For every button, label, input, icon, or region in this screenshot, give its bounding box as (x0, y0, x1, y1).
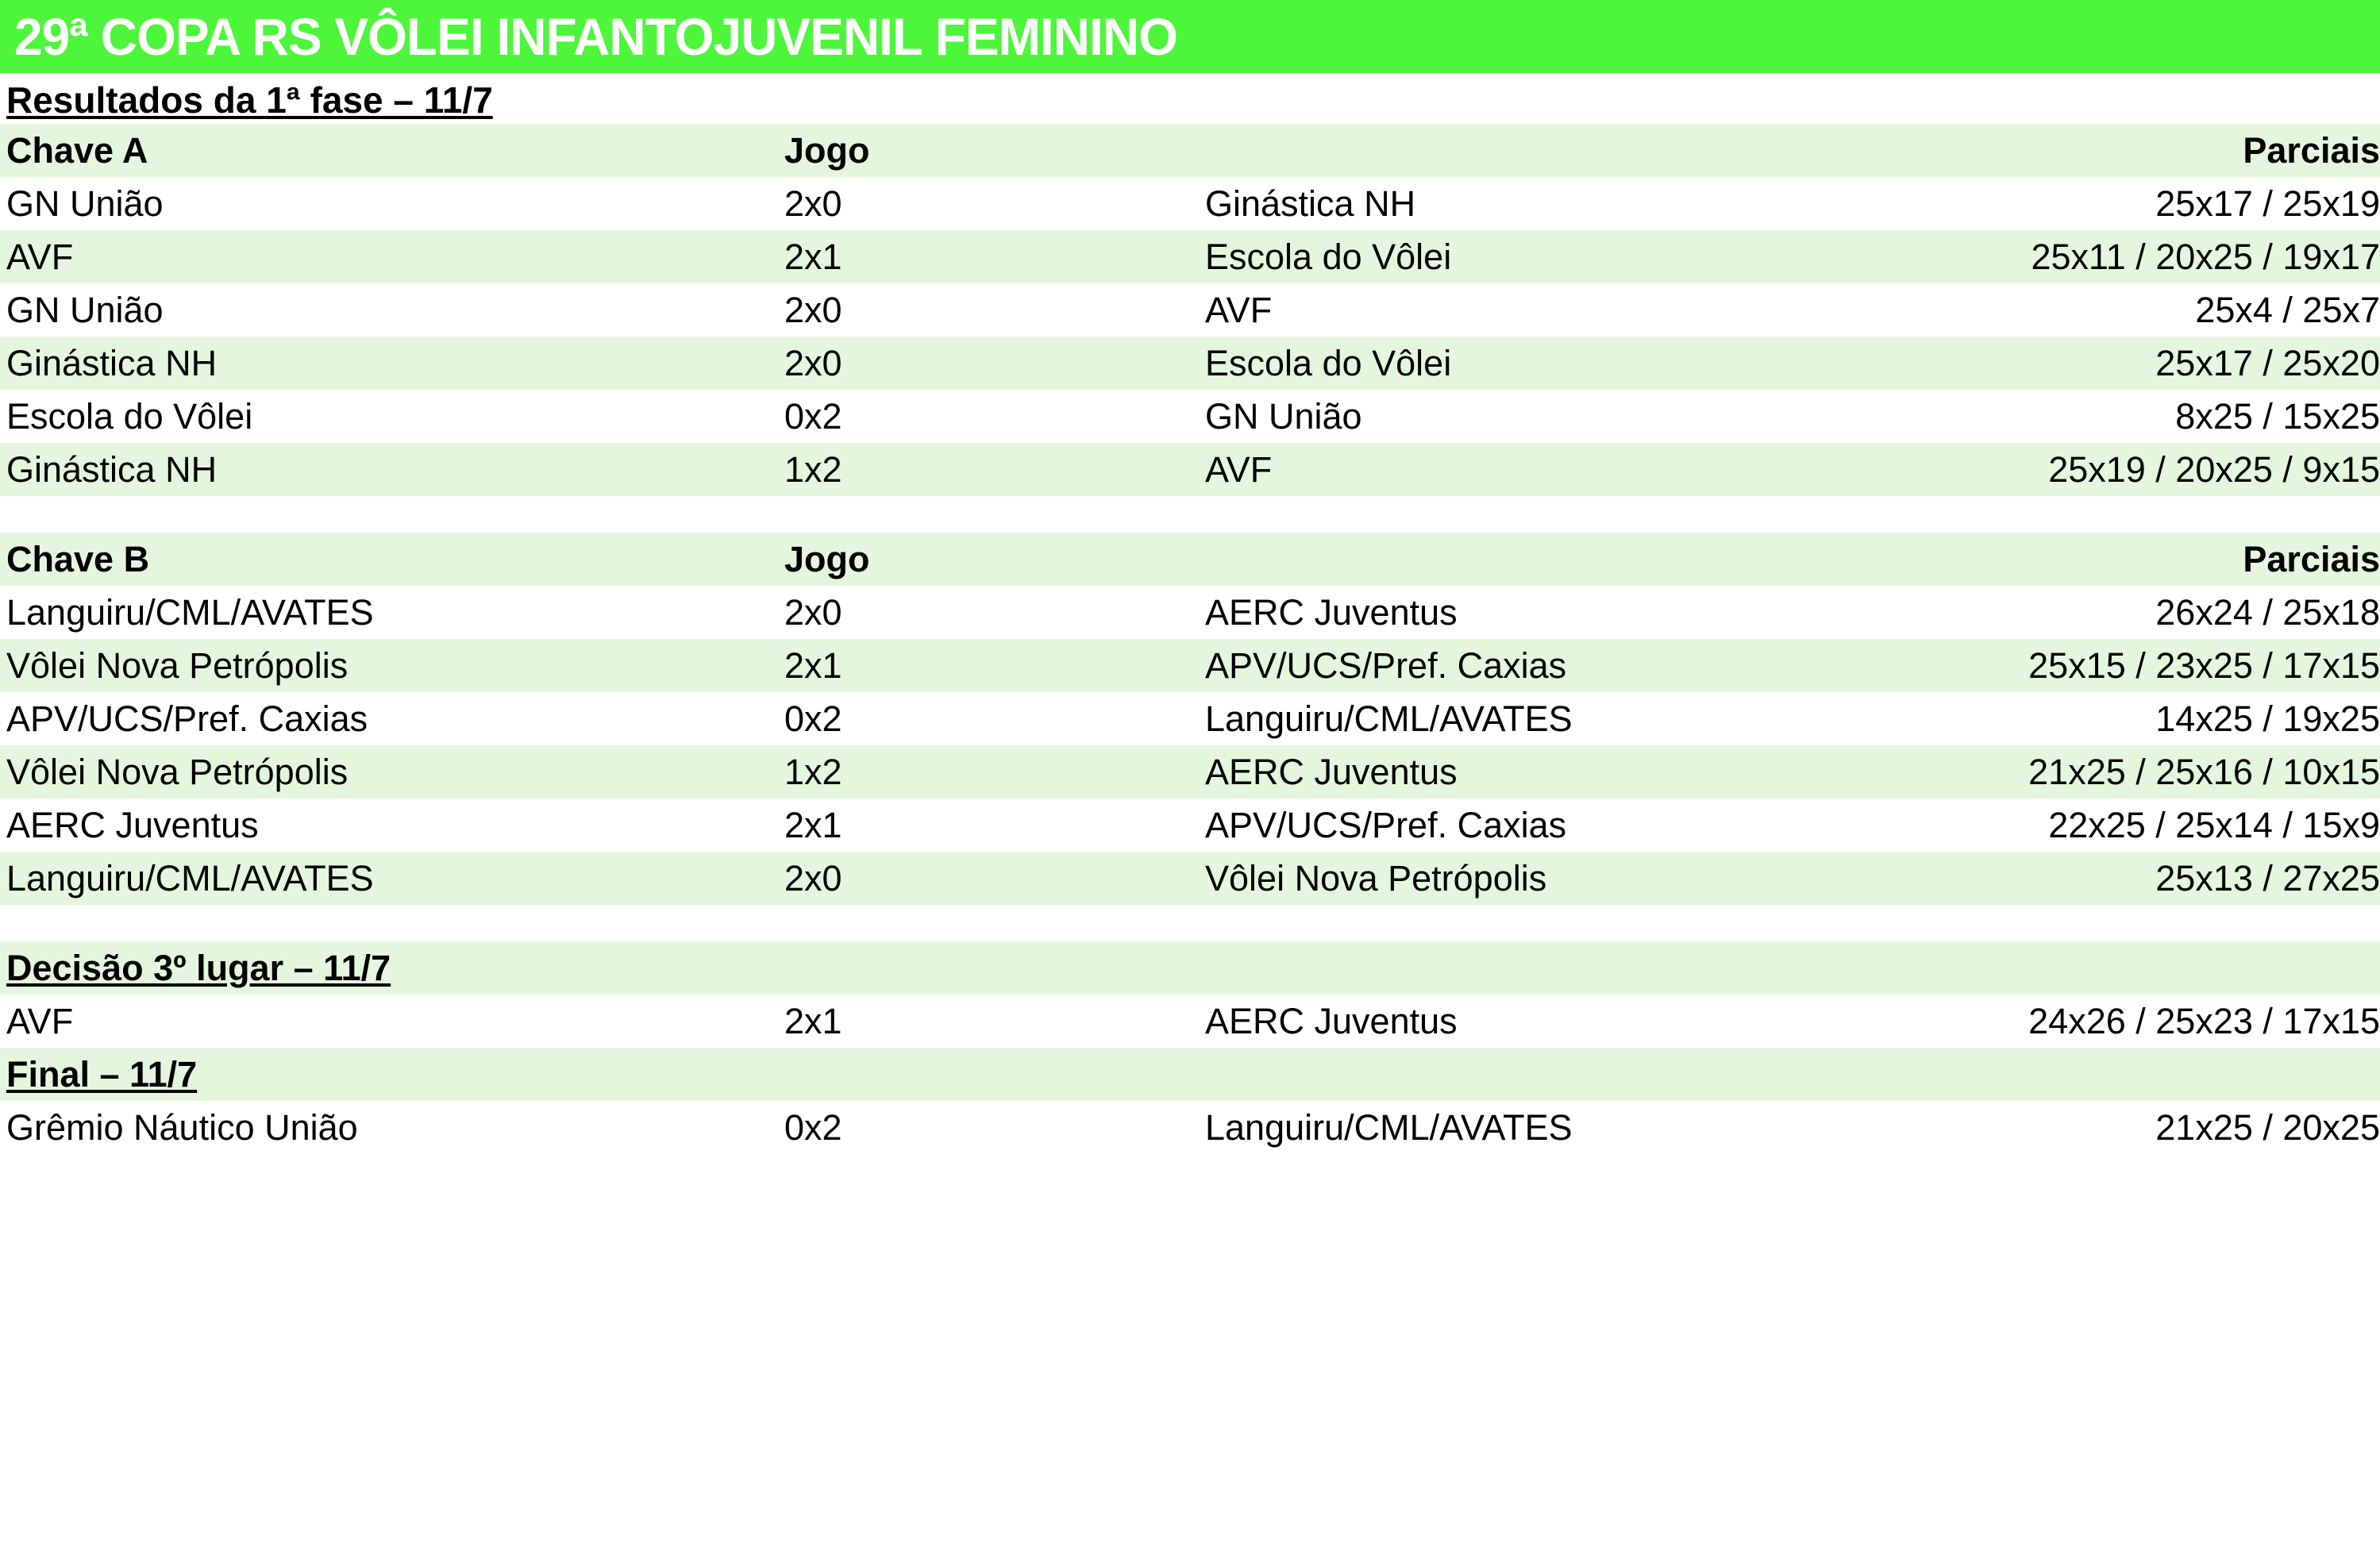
table-row (0, 443, 2380, 496)
match-sets: 21x25 / 25x16 / 10x15 (1786, 745, 2380, 798)
team-home: Ginástica NH (0, 337, 778, 390)
team-home: Vôlei Nova Petrópolis (0, 745, 778, 798)
match-score: 2x1 (778, 230, 1199, 283)
table-header-chave-a (0, 124, 2380, 177)
team-away: AVF (1199, 443, 1786, 496)
team-away: Vôlei Nova Petrópolis (1199, 852, 1786, 905)
final-heading-row (0, 1048, 2380, 1101)
team-away: AERC Juventus (1199, 586, 1786, 639)
team-home: GN União (0, 283, 778, 337)
match-score: 1x2 (778, 443, 1199, 496)
team-away: Escola do Vôlei (1199, 230, 1786, 283)
table-spacer (0, 496, 2380, 533)
team-home: GN União (0, 177, 778, 230)
team-home: Languiru/CML/AVATES (0, 852, 778, 905)
page-title: 29ª COPA RS VÔLEI INFANTOJUVENIL FEMININO (14, 7, 1177, 66)
table-header-chave-b (0, 533, 2380, 586)
column-header-parciais-a: Parciais (1786, 124, 2380, 177)
match-sets: 22x25 / 25x14 / 15x9 (1786, 798, 2380, 852)
match-sets: 8x25 / 15x25 (1786, 390, 2380, 443)
team-home: AERC Juventus (0, 798, 778, 852)
match-score: 2x0 (778, 586, 1199, 639)
match-score: 1x2 (778, 745, 1199, 798)
results-section-heading-text: Resultados da 1ª fase – 11/7 (6, 79, 493, 121)
results-table (0, 124, 2380, 1154)
table-row (0, 230, 2380, 283)
table-row (0, 586, 2380, 639)
team-away: GN União (1199, 390, 1786, 443)
table-row (0, 177, 2380, 230)
team-away: APV/UCS/Pref. Caxias (1199, 639, 1786, 692)
table-row (0, 852, 2380, 905)
team-home: Escola do Vôlei (0, 390, 778, 443)
team-home: AVF (0, 995, 778, 1048)
team-home: Languiru/CML/AVATES (0, 586, 778, 639)
table-spacer (0, 905, 2380, 941)
match-sets: 25x11 / 20x25 / 19x17 (1786, 230, 2380, 283)
team-home: Vôlei Nova Petrópolis (0, 639, 778, 692)
table-row (0, 337, 2380, 390)
table-row (0, 639, 2380, 692)
match-sets: 21x25 / 20x25 (1786, 1101, 2380, 1154)
team-away: APV/UCS/Pref. Caxias (1199, 798, 1786, 852)
match-score: 2x1 (778, 639, 1199, 692)
match-sets: 25x13 / 27x25 (1786, 852, 2380, 905)
team-away: Languiru/CML/AVATES (1199, 692, 1786, 745)
match-score: 2x1 (778, 798, 1199, 852)
column-header-chave-b: Chave B (0, 533, 778, 586)
team-away: AERC Juventus (1199, 745, 1786, 798)
match-sets: 25x19 / 20x25 / 9x15 (1786, 443, 2380, 496)
third-place-heading-text: Decisão 3º lugar – 11/7 (6, 948, 391, 989)
match-sets: 14x25 / 19x25 (1786, 692, 2380, 745)
third-place-heading-row (0, 941, 2380, 995)
column-header-parciais-b: Parciais (1786, 533, 2380, 586)
match-score: 0x2 (778, 692, 1199, 745)
match-score: 2x0 (778, 283, 1199, 337)
table-row (0, 283, 2380, 337)
match-sets: 25x17 / 25x20 (1786, 337, 2380, 390)
match-sets: 25x15 / 23x25 / 17x15 (1786, 639, 2380, 692)
third-place-heading (0, 941, 2380, 995)
table-row (0, 995, 2380, 1048)
match-score: 2x0 (778, 177, 1199, 230)
column-header-blank-b (1199, 533, 1786, 586)
match-score: 2x1 (778, 995, 1199, 1048)
column-header-chave-a: Chave A (0, 124, 778, 177)
match-sets: 25x17 / 25x19 (1786, 177, 2380, 230)
table-row (0, 1101, 2380, 1154)
column-header-jogo-b: Jogo (778, 533, 1199, 586)
match-score: 0x2 (778, 1101, 1199, 1154)
team-home: Grêmio Náutico União (0, 1101, 778, 1154)
table-row (0, 745, 2380, 798)
match-sets: 26x24 / 25x18 (1786, 586, 2380, 639)
table-row (0, 692, 2380, 745)
team-away: Languiru/CML/AVATES (1199, 1101, 1786, 1154)
match-sets: 25x4 / 25x7 (1786, 283, 2380, 337)
team-home: AVF (0, 230, 778, 283)
results-section-heading (0, 73, 2380, 124)
table-row (0, 798, 2380, 852)
match-sets: 24x26 / 25x23 / 17x15 (1786, 995, 2380, 1048)
team-away: AVF (1199, 283, 1786, 337)
final-heading (0, 1048, 2380, 1101)
match-score: 2x0 (778, 852, 1199, 905)
final-heading-text: Final – 11/7 (6, 1054, 198, 1095)
table-row (0, 390, 2380, 443)
match-score: 2x0 (778, 337, 1199, 390)
team-away: AERC Juventus (1199, 995, 1786, 1048)
team-home: Ginástica NH (0, 443, 778, 496)
column-header-jogo-a: Jogo (778, 124, 1199, 177)
team-away: Escola do Vôlei (1199, 337, 1786, 390)
page-title-banner (0, 0, 2380, 73)
column-header-blank-a (1199, 124, 1786, 177)
match-score: 0x2 (778, 390, 1199, 443)
team-home: APV/UCS/Pref. Caxias (0, 692, 778, 745)
team-away: Ginástica NH (1199, 177, 1786, 230)
